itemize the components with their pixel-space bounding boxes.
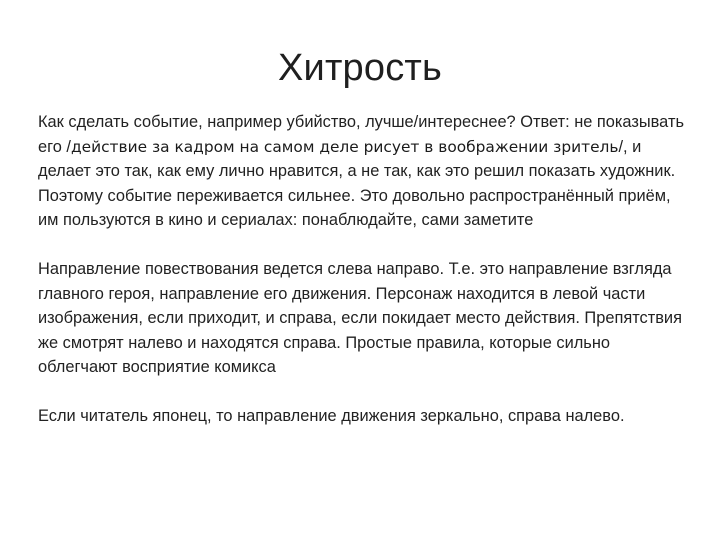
paragraph-offscreen-action-lead: Как сделать событие, например убийство, лучше/интереснее? Ответ: не показывать его / [38,113,684,156]
slide-body [38,110,686,453]
paragraph-offscreen-action-tail: /, и делает это так, как ему лично нравится, а не так, как это решил показать художник. Поэтому событие переживается сильнее. Это довольно распространённый приём, им пользуются в кино и сериалах: понаблюдайте, сами заметите [38,137,676,230]
paragraph-offscreen-action [38,110,686,233]
slide-title: Хитрость [277,47,443,89]
paragraph-japanese-reader: Если читатель японец, то направление движения зеркально, справа налево. [38,406,625,425]
paragraph-offscreen-action-emphasis: действие за кадром на самом деле рисует в воображении зритель [70,137,619,156]
paragraph-narrative-direction: Направление повествования ведется слева направо. Т.е. это направление взгляда главного героя, направление его движения. Персонаж находится в левой части изображения, если приходит, и справа, если покидает место действия. Препятствия же смотрят налево и находятся справа. Простые правила, которые сильно облегчают восприятие комикса [38,259,682,377]
